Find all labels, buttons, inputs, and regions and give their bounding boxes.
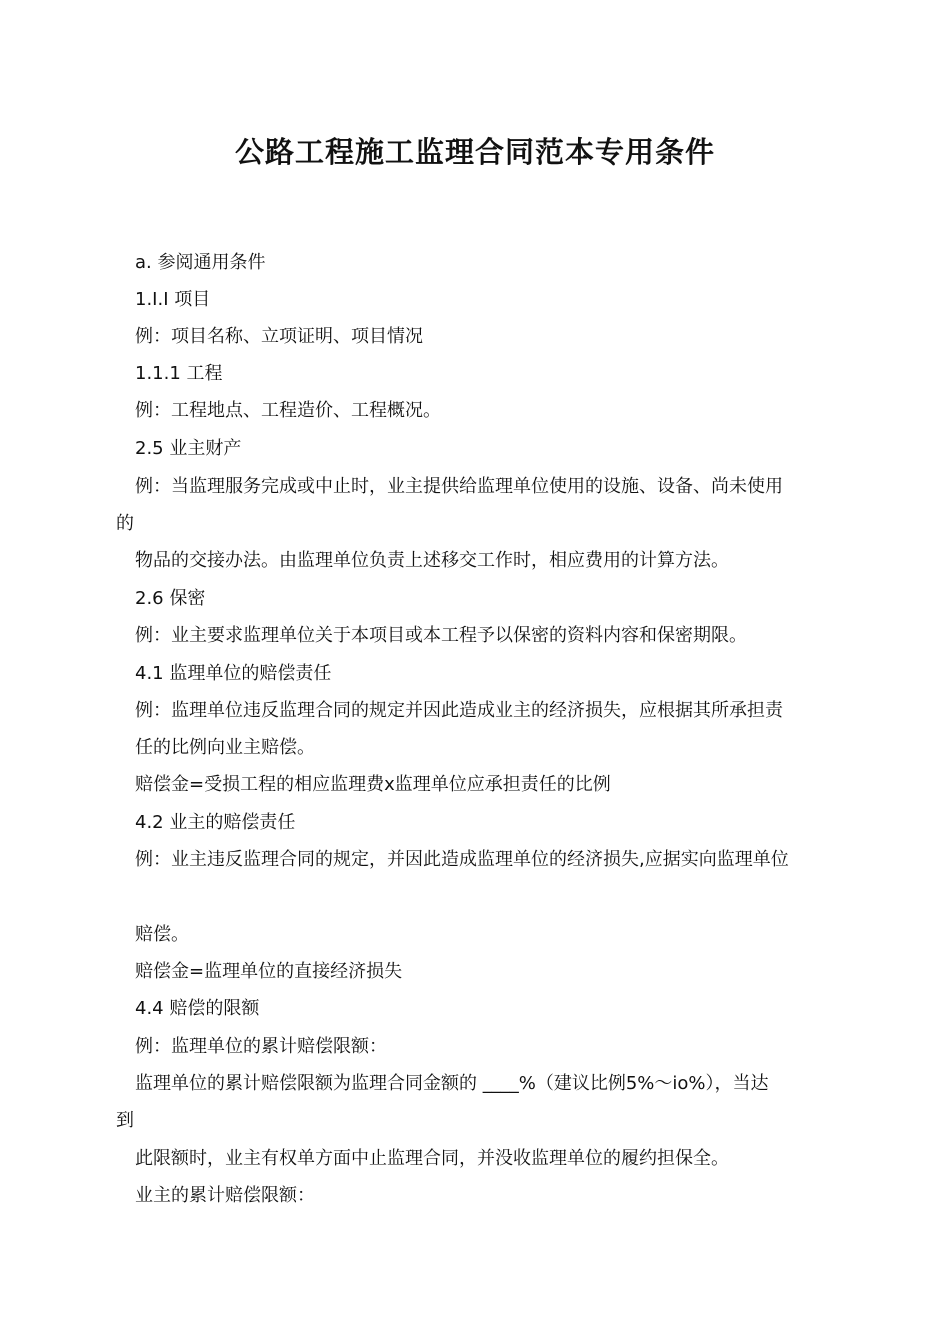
text-line: 此限额时，业主有权单方面中止监理合同，并没收监理单位的履约担保全。 (135, 1148, 729, 1169)
text-line: 4.1 监理单位的赔偿责任 (135, 663, 332, 684)
document-title: 公路工程施工监理合同范本专用条件 (234, 135, 715, 169)
text-line: 赔偿。 (135, 924, 189, 945)
text-line: 赔偿金=受损工程的相应监理费x监理单位应承担责任的比例 (135, 774, 611, 795)
text-line: 业主的累计赔偿限额： (135, 1185, 315, 1206)
text-line: 例：项目名称、立项证明、项目情况 (135, 326, 423, 347)
text-line: 到 (116, 1110, 134, 1131)
text-line: 1.I.I 项目 (135, 289, 211, 310)
text-line: 例：工程地点、工程造价、工程概况。 (135, 400, 441, 421)
text-line: 赔偿金=监理单位的直接经济损失 (135, 961, 403, 982)
text-line: 例：监理单位的累计赔偿限额： (135, 1036, 387, 1057)
text-line: 2.6 保密 (135, 588, 206, 609)
text-line: 4.4 赔偿的限额 (135, 998, 260, 1019)
text-line: 例：业主要求监理单位关于本项目或本工程予以保密的资料内容和保密期限。 (135, 625, 747, 646)
text-line: a. 参阅通用条件 (135, 252, 266, 273)
text-line: 物品的交接办法。由监理单位负责上述移交工作时，相应费用的计算方法。 (135, 550, 729, 571)
text-line: 1.1.1 工程 (135, 363, 223, 384)
text-line: 2.5 业主财产 (135, 438, 242, 459)
text-line: 例：业主违反监理合同的规定，并因此造成监理单位的经济损失,应据实向监理单位 (135, 849, 789, 870)
text-line: 例：监理单位违反监理合同的规定并因此造成业主的经济损失，应根据其所承担责 (135, 700, 783, 721)
text-line: 监理单位的累计赔偿限额为监理合同金额的 ____%（建议比例5%～io%），当达 (135, 1073, 769, 1094)
text-line: 任的比例向业主赔偿。 (135, 737, 315, 758)
text-line: 例：当监理服务完成或中止时，业主提供给监理单位使用的设施、设备、尚未使用 (135, 476, 783, 497)
text-line: 4.2 业主的赔偿责任 (135, 812, 296, 833)
text-line: 的 (116, 513, 134, 534)
